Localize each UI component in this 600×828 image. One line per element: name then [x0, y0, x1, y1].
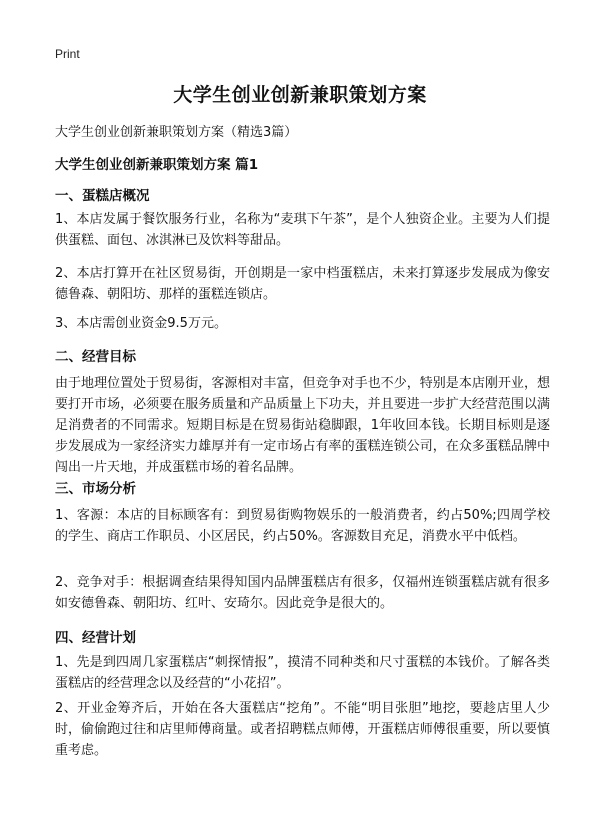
paragraph-4-2: 2、开业金筹齐后，开始在各大蛋糕店“挖角”。不能“明目张胆”地挖，要趁店里人少时，偷偷跑过往和店里师傅商量。或者招聘糕点师傅，开蛋糕店师傅很重要，所以要慎重考虑。 — [55, 701, 550, 758]
document-title: 大学生创业创新兼职策划方案 — [173, 84, 427, 106]
article-heading: 大学生创业创新兼职策划方案 篇1 — [55, 157, 259, 173]
section-heading-4: 四、经营计划 — [55, 630, 136, 646]
section-heading-2: 二、经营目标 — [55, 349, 136, 365]
document-subtitle: 大学生创业创新兼职策划方案（精选3篇） — [55, 125, 298, 140]
paragraph-1-1: 1、本店发属于餐饮服务行业，名称为“麦琪下午茶”，是个人独资企业。主要为人们提供蛋糕、面包、冰淇淋已及饮料等甜品。 — [55, 212, 550, 248]
section-heading-3: 三、市场分析 — [55, 481, 136, 497]
paragraph-4-1: 1、先是到四周几家蛋糕店“刺探情报”，摸清不同种类和尺寸蛋糕的本钱价。了解各类蛋糕店的经营理念以及经营的“小花招”。 — [55, 655, 550, 691]
paragraph-1-2: 2、本店打算开在社区贸易街，开创期是一家中档蛋糕店，未来打算逐步发展成为像安德鲁森、朝阳坊、那样的蛋糕连锁店。 — [55, 266, 550, 302]
section-heading-1: 一、蛋糕店概况 — [55, 188, 150, 204]
paragraph-3-1: 1、客源：本店的目标顾客有：到贸易街购物娱乐的一般消费者，约占50%;四周学校的学生、商店工作职员、小区居民，约占50%。客源数目充足，消费水平中低档。 — [55, 508, 550, 544]
paragraph-1-3: 3、本店需创业资金9.5万元。 — [55, 316, 227, 331]
paragraph-3-2: 2、竞争对手：根据调查结果得知国内品牌蛋糕店有很多，仅福州连锁蛋糕店就有很多如安德鲁森、朝阳坊、红叶、安琦尔。因此竞争是很大的。 — [55, 575, 550, 611]
paragraph-2-1: 由于地理位置处于贸易街，客源相对丰富，但竞争对手也不少，特别是本店刚开业，想要打开市场，必须要在服务质量和产品质量上下功夫，并且要进一步扩大经营范围以满足消费者的不同需求。短期目标是在贸易街站稳脚跟，1年收回本钱。长期目标则是逐步发展成为一家经济实力雄厚并有一定市场占有率的蛋糕连锁公司，在众多蛋糕品牌中闯出一片天地，并成蛋糕市场的着名品牌。 — [55, 376, 550, 475]
print-link[interactable]: Print — [55, 47, 80, 61]
